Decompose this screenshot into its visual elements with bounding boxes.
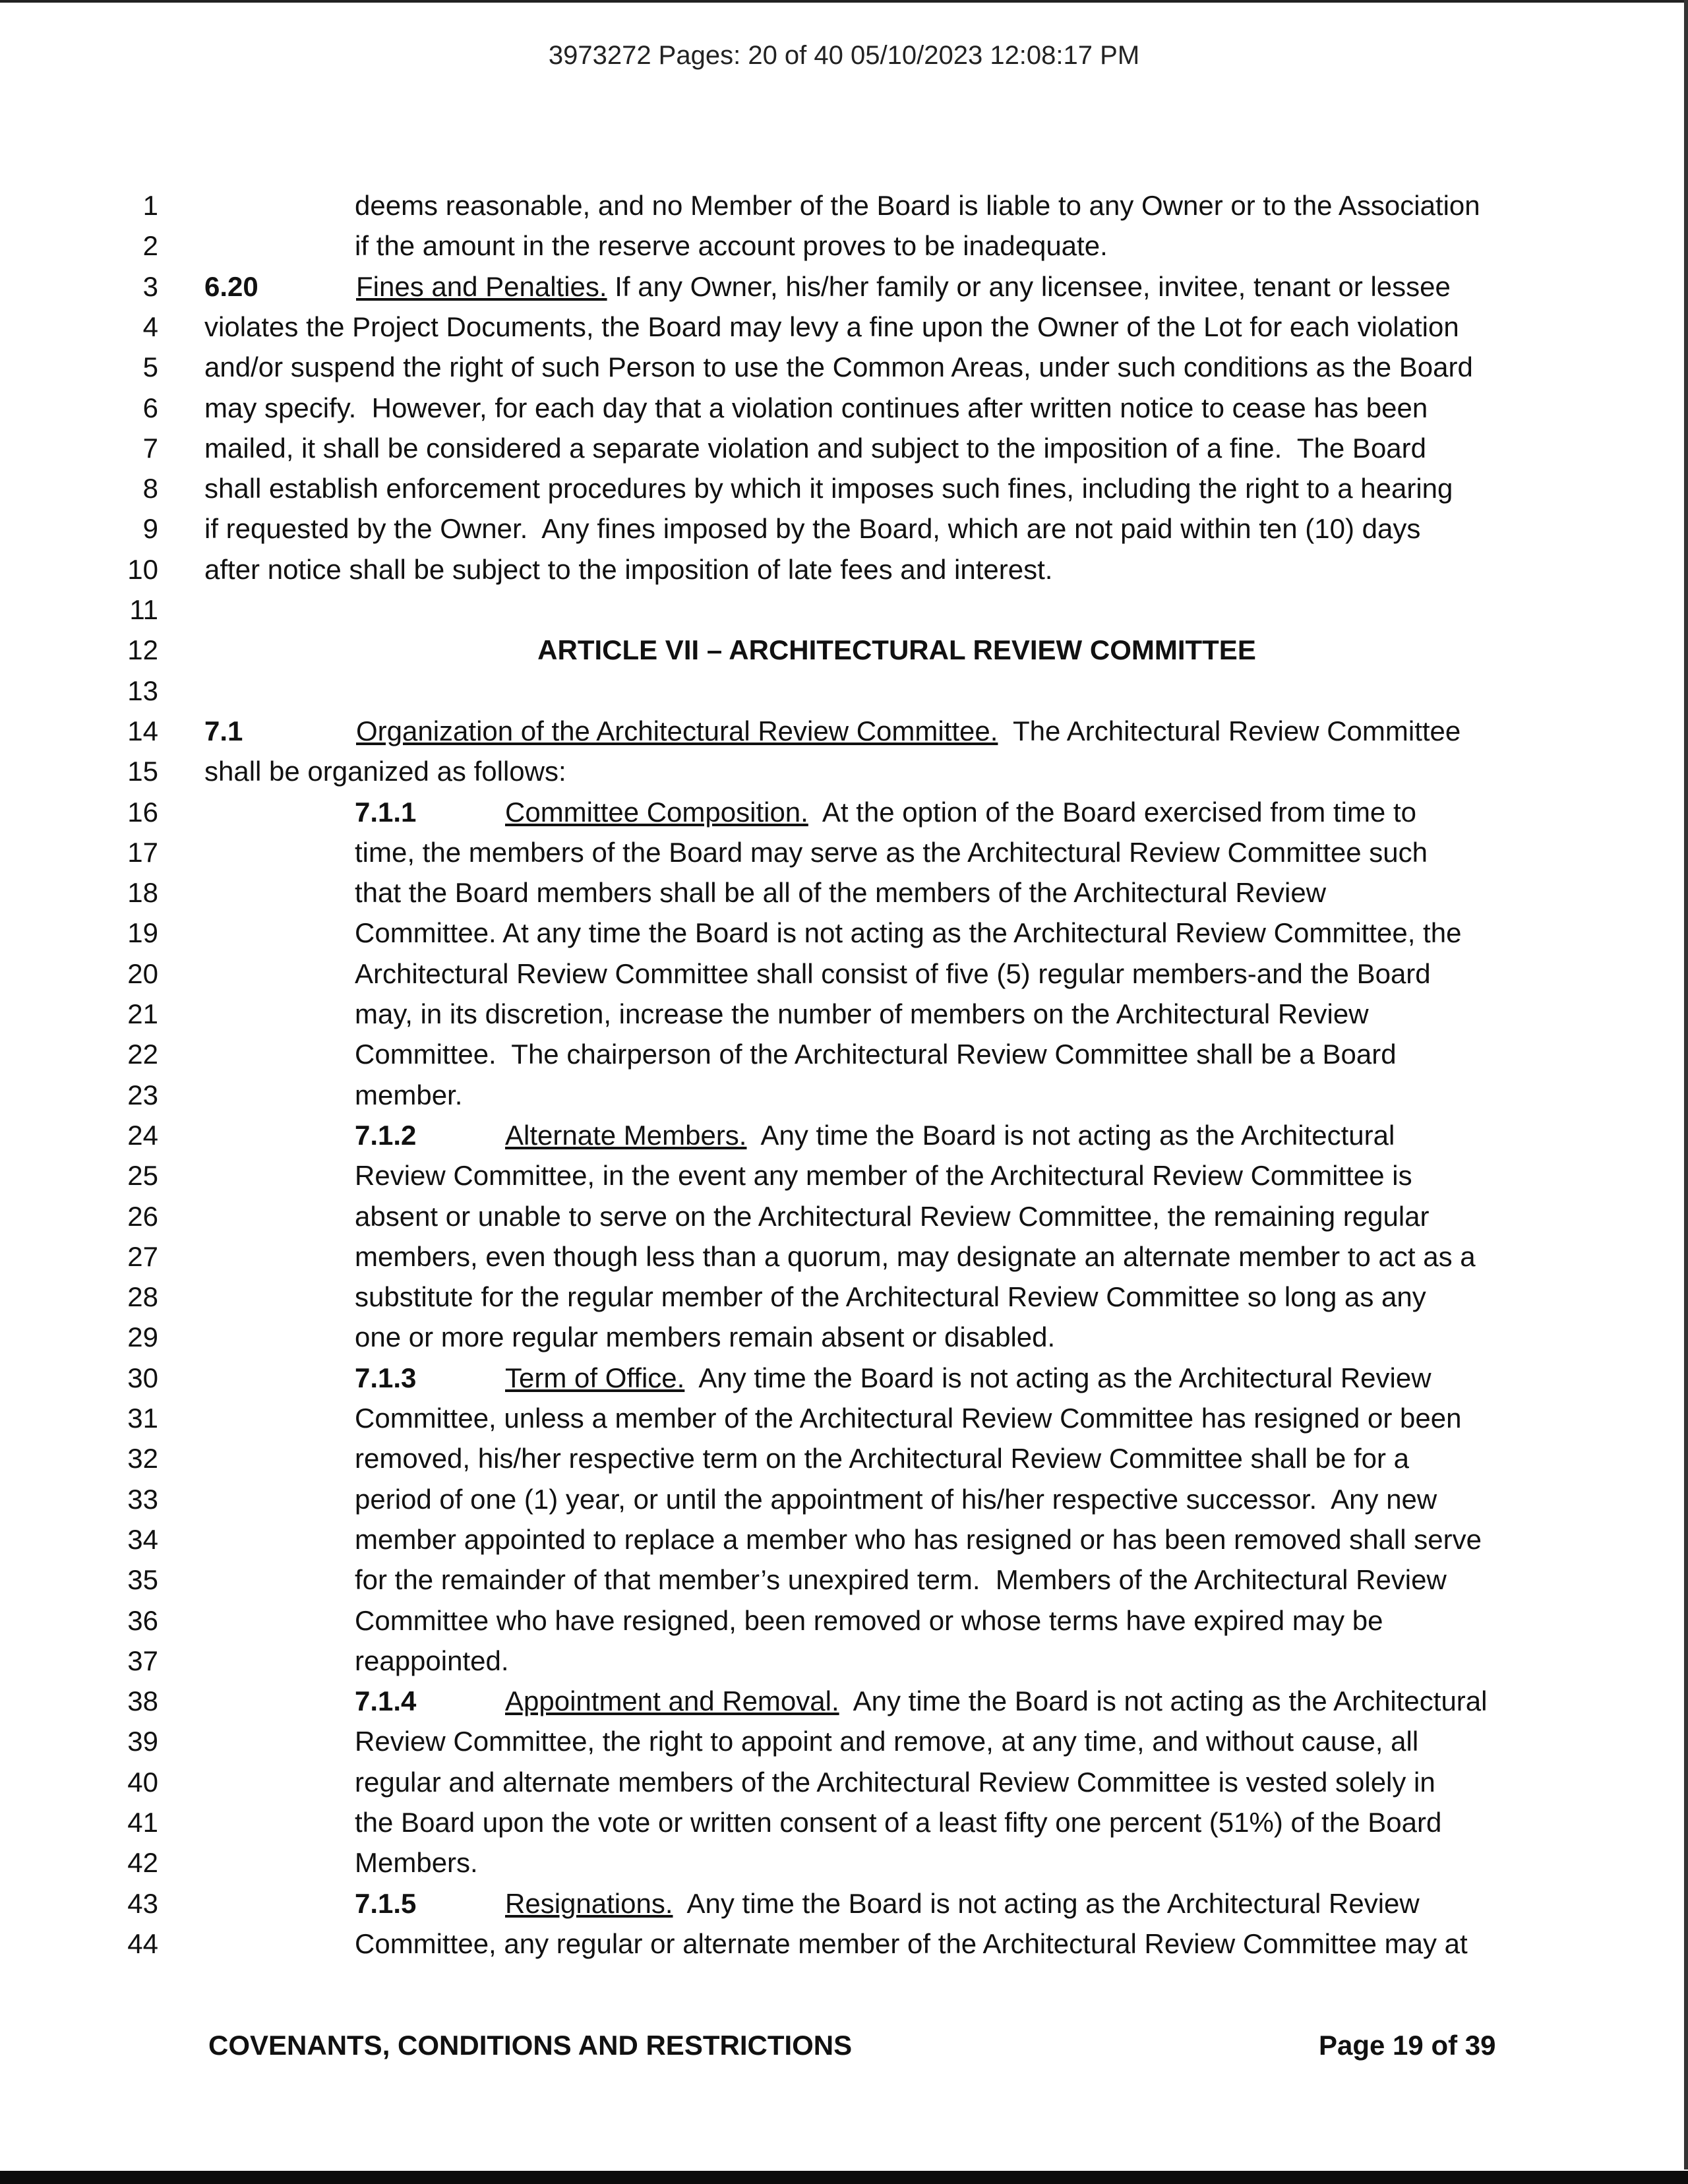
line-text: and/or suspend the right of such Person to use the Common Areas, under such conditions as the Board xyxy=(204,351,1473,382)
document-line xyxy=(0,1645,1688,1686)
line-text: Committee, unless a member of the Architectural Review Committee has resigned or been xyxy=(355,1403,1462,1434)
line-number: 41 xyxy=(127,1807,158,1838)
line-text: mailed, it shall be considered a separate violation and subject to the imposition of a fine. The Board xyxy=(204,433,1427,464)
line-number: 23 xyxy=(127,1079,158,1110)
document-line xyxy=(0,756,1688,797)
document-line xyxy=(0,1443,1688,1484)
section-text: Any time the Board is not acting as the Architectural Review xyxy=(684,1362,1432,1393)
line-text: Committee. At any time the Board is not acting as the Architectural Review Committee, the xyxy=(355,917,1462,948)
document-line xyxy=(0,271,1688,312)
document-line xyxy=(0,1605,1688,1646)
line-number: 17 xyxy=(127,837,158,868)
line-number: 6 xyxy=(142,392,158,423)
line-text xyxy=(355,797,1416,828)
line-number: 42 xyxy=(127,1847,158,1878)
line-number: 8 xyxy=(142,473,158,504)
line-number: 33 xyxy=(127,1484,158,1515)
line-number: 27 xyxy=(127,1241,158,1272)
section-number: 6.20 xyxy=(204,271,258,302)
line-text: for the remainder of that member’s unexpired term. Members of the Architectural Review xyxy=(355,1564,1447,1595)
document-line xyxy=(0,1484,1688,1525)
section-text: Any time the Board is not acting as the Architectural xyxy=(746,1120,1395,1151)
document-line xyxy=(0,1888,1688,1929)
document-line xyxy=(0,1847,1688,1888)
line-text: member. xyxy=(355,1079,463,1110)
line-number: 26 xyxy=(127,1201,158,1232)
line-text: absent or unable to serve on the Architectural Review Committee, the remaining regular xyxy=(355,1201,1430,1232)
line-number: 44 xyxy=(127,1928,158,1959)
line-text: Committee, any regular or alternate member of the Architectural Review Committee may at xyxy=(355,1928,1468,1959)
line-number: 24 xyxy=(127,1120,158,1151)
section-title: Committee Composition. xyxy=(505,797,808,828)
page-border-bottom xyxy=(0,2171,1688,2184)
section-text: The Architectural Review Committee xyxy=(998,715,1461,746)
line-number: 35 xyxy=(127,1564,158,1595)
page-border-top xyxy=(0,0,1688,3)
line-text: Members. xyxy=(355,1847,478,1878)
section-text: Any time the Board is not acting as the Architectural Review xyxy=(673,1888,1420,1919)
line-number: 1 xyxy=(142,190,158,221)
document-line xyxy=(0,715,1688,756)
line-text xyxy=(204,715,1461,747)
document-line xyxy=(0,554,1688,595)
line-text: substitute for the regular member of the Architectural Review Committee so long as any xyxy=(355,1281,1426,1312)
section-text: If any Owner, his/her family or any licensee, invitee, tenant or lessee xyxy=(607,271,1451,302)
line-number: 36 xyxy=(127,1605,158,1636)
line-number: 31 xyxy=(127,1403,158,1434)
line-number: 22 xyxy=(127,1039,158,1070)
line-text: violates the Project Documents, the Board may levy a fine upon the Owner of the Lot for each violation xyxy=(204,311,1459,342)
line-text: if the amount in the reserve account proves to be inadequate. xyxy=(355,230,1108,261)
section-number: 7.1.5 xyxy=(355,1888,417,1919)
document-line xyxy=(0,1241,1688,1282)
line-text: shall establish enforcement procedures by which it imposes such fines, including the right to a hearing xyxy=(204,473,1453,504)
line-text: member appointed to replace a member who has resigned or has been removed shall serve xyxy=(355,1524,1482,1555)
section-number: 7.1 xyxy=(204,715,243,746)
line-text xyxy=(204,271,1451,303)
document-line xyxy=(0,877,1688,918)
document-line xyxy=(0,1685,1688,1726)
document-line xyxy=(0,513,1688,554)
section-text: Any time the Board is not acting as the Architectural xyxy=(839,1685,1488,1716)
document-line xyxy=(0,1160,1688,1201)
line-text: Committee who have resigned, been removed or whose terms have expired may be xyxy=(355,1605,1383,1636)
section-title: Alternate Members. xyxy=(505,1120,747,1151)
document-line xyxy=(0,1807,1688,1848)
footer-document-title: COVENANTS, CONDITIONS AND RESTRICTIONS xyxy=(208,2030,853,2061)
section-number: 7.1.2 xyxy=(355,1120,417,1151)
recording-header: 3973272 Pages: 20 of 40 05/10/2023 12:08:17 PM xyxy=(548,41,1140,70)
document-line xyxy=(0,998,1688,1039)
line-text: reappointed. xyxy=(355,1645,509,1676)
line-text xyxy=(355,1685,1487,1717)
line-text xyxy=(355,1120,1395,1151)
article-heading: ARTICLE VII – ARCHITECTURAL REVIEW COMMITTEE xyxy=(537,634,1256,665)
section-title: Fines and Penalties. xyxy=(356,271,607,302)
line-number: 39 xyxy=(127,1726,158,1757)
document-line xyxy=(0,1362,1688,1403)
line-number: 10 xyxy=(127,554,158,585)
line-number: 29 xyxy=(127,1321,158,1352)
line-text: Committee. The chairperson of the Architectural Review Committee shall be a Board xyxy=(355,1039,1397,1070)
line-text: Review Committee, in the event any member of the Architectural Review Committee is xyxy=(355,1160,1412,1191)
line-number: 14 xyxy=(127,715,158,746)
line-text: Architectural Review Committee shall consist of five (5) regular members-and the Board xyxy=(355,958,1431,989)
line-text: period of one (1) year, or until the appointment of his/her respective successor. Any new xyxy=(355,1484,1437,1515)
document-line xyxy=(0,1767,1688,1807)
line-number: 34 xyxy=(127,1524,158,1555)
line-number: 16 xyxy=(127,797,158,828)
section-text: At the option of the Board exercised from time to xyxy=(808,797,1416,828)
line-text: regular and alternate members of the Architectural Review Committee is vested solely in xyxy=(355,1767,1435,1798)
line-number: 19 xyxy=(127,917,158,948)
document-line xyxy=(0,958,1688,999)
section-number: 7.1.4 xyxy=(355,1685,417,1716)
section-title: Appointment and Removal. xyxy=(505,1685,839,1716)
document-line xyxy=(0,1079,1688,1120)
line-text: time, the members of the Board may serve as the Architectural Review Committee such xyxy=(355,837,1428,868)
document-line xyxy=(0,473,1688,514)
section-title: Resignations. xyxy=(505,1888,673,1919)
document-line xyxy=(0,1403,1688,1443)
document-line xyxy=(0,1928,1688,1969)
line-text: one or more regular members remain absent or disabled. xyxy=(355,1321,1056,1352)
document-line xyxy=(0,837,1688,878)
document-line xyxy=(0,1281,1688,1322)
line-text: the Board upon the vote or written consent of a least fifty one percent (51%) of the Board xyxy=(355,1807,1442,1838)
document-line xyxy=(0,190,1688,231)
line-number: 2 xyxy=(142,230,158,261)
document-line xyxy=(0,433,1688,473)
line-number: 4 xyxy=(142,311,158,342)
line-number: 11 xyxy=(129,594,158,625)
line-number: 12 xyxy=(127,634,158,665)
line-number: 13 xyxy=(127,675,158,706)
document-line xyxy=(0,1201,1688,1242)
document-line xyxy=(0,230,1688,271)
line-number: 20 xyxy=(127,958,158,989)
footer-page-number: Page 19 of 39 xyxy=(1319,2030,1496,2061)
line-number: 30 xyxy=(127,1362,158,1393)
document-line xyxy=(0,1120,1688,1161)
document-line xyxy=(0,1564,1688,1605)
line-text: after notice shall be subject to the imposition of late fees and interest. xyxy=(204,554,1053,585)
line-text: if requested by the Owner. Any fines imposed by the Board, which are not paid within ten (10) days xyxy=(204,513,1421,544)
line-text: that the Board members shall be all of the members of the Architectural Review xyxy=(355,877,1327,908)
line-text: deems reasonable, and no Member of the Board is liable to any Owner or to the Association xyxy=(355,190,1480,221)
line-number: 5 xyxy=(142,351,158,382)
document-line xyxy=(0,1321,1688,1362)
line-number: 21 xyxy=(127,998,158,1029)
line-number: 40 xyxy=(127,1767,158,1798)
line-number: 15 xyxy=(127,756,158,787)
document-line xyxy=(0,594,1688,635)
line-number: 3 xyxy=(142,271,158,302)
line-number: 37 xyxy=(127,1645,158,1676)
line-text: may specify. However, for each day that a violation continues after written notice to cease has been xyxy=(204,392,1428,423)
document-line xyxy=(0,1726,1688,1767)
section-title: Term of Office. xyxy=(505,1362,685,1393)
section-number: 7.1.3 xyxy=(355,1362,417,1393)
document-line xyxy=(0,634,1688,675)
line-text xyxy=(355,1362,1432,1394)
line-text: members, even though less than a quorum, may designate an alternate member to act as a xyxy=(355,1241,1476,1272)
section-title: Organization of the Architectural Review Committee. xyxy=(356,715,998,746)
document-line xyxy=(0,797,1688,837)
document-line xyxy=(0,392,1688,433)
line-text: Review Committee, the right to appoint and remove, at any time, and without cause, all xyxy=(355,1726,1419,1757)
line-number: 32 xyxy=(127,1443,158,1474)
document-line xyxy=(0,917,1688,958)
document-line xyxy=(0,675,1688,716)
line-text xyxy=(355,1888,1420,1920)
line-text: removed, his/her respective term on the Architectural Review Committee shall be for a xyxy=(355,1443,1410,1474)
document-line xyxy=(0,351,1688,392)
line-number: 7 xyxy=(142,433,158,464)
line-number: 9 xyxy=(142,513,158,544)
line-text: may, in its discretion, increase the number of members on the Architectural Review xyxy=(355,998,1369,1029)
line-number: 38 xyxy=(127,1685,158,1716)
line-text: shall be organized as follows: xyxy=(204,756,566,787)
line-number: 18 xyxy=(127,877,158,908)
section-number: 7.1.1 xyxy=(355,797,417,828)
line-number: 43 xyxy=(127,1888,158,1919)
document-line xyxy=(0,1039,1688,1079)
document-line xyxy=(0,1524,1688,1565)
line-number: 25 xyxy=(127,1160,158,1191)
line-number: 28 xyxy=(127,1281,158,1312)
document-line xyxy=(0,311,1688,352)
